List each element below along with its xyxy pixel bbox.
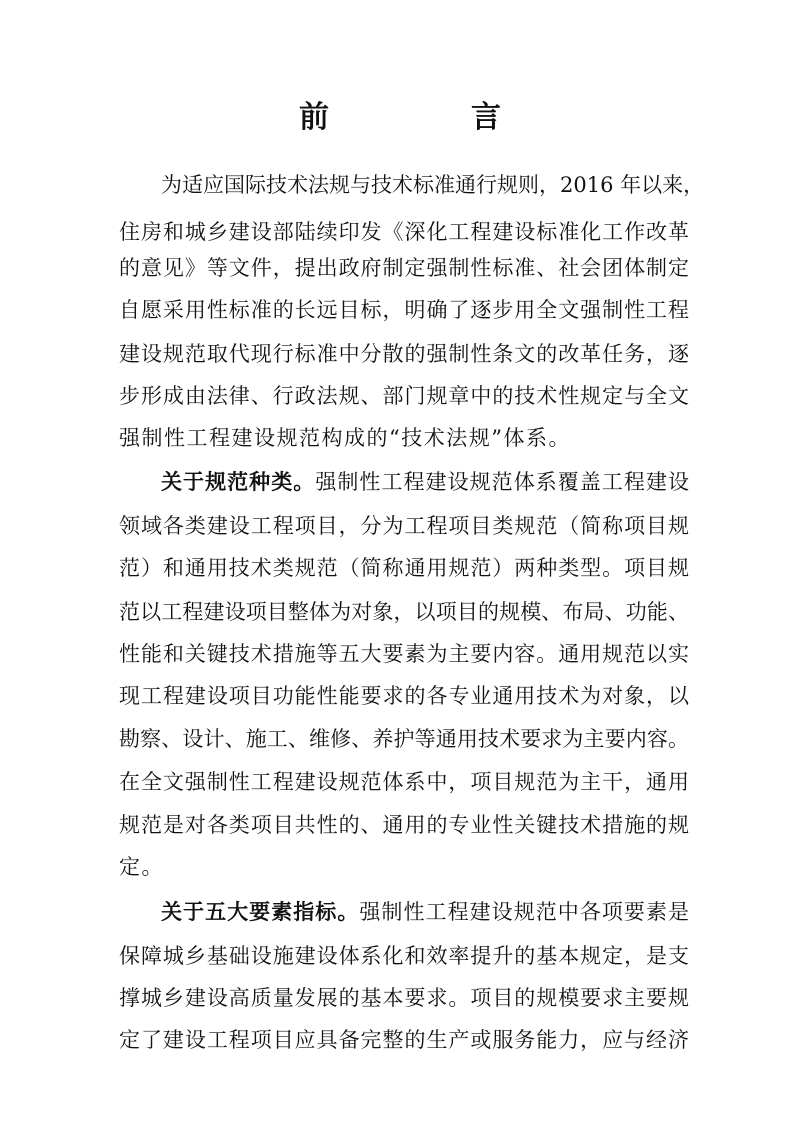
- paragraph-1-line-2: 住房和城乡建设部陆续印发《深化工程建设标准化工作改革: [119, 220, 689, 244]
- paragraph-2-line-3: 范）和通用技术类规范（简称通用规范）两种类型。项目规: [119, 556, 689, 580]
- paragraph-2-line-4: 范以工程建设项目整体为对象，以项目的规模、布局、功能、: [119, 600, 689, 624]
- paragraph-2-line-6: 现工程建设项目功能性能要求的各专业通用技术为对象，以: [119, 684, 689, 708]
- paragraph-2-line-2: 领域各类建设工程项目，分为工程项目类规范（简称项目规: [119, 514, 689, 538]
- paragraph-3-line-2: 保障城乡基础设施建设体系化和效率提升的基本规定，是支: [119, 944, 689, 968]
- paragraph-1-line-1: 为适应国际技术法规与技术标准通行规则，2016 年以来，: [161, 173, 705, 197]
- paragraph-2-line-7: 勘察、设计、施工、维修、养护等通用技术要求为主要内容。: [119, 727, 689, 751]
- paragraph-2-line-10: 定。: [119, 855, 164, 879]
- paragraph-3-line-1: [161, 892, 689, 932]
- paragraph-2-heading: 关于规范种类。: [161, 469, 316, 494]
- paragraph-2-line-9: 规范是对各类项目共性的、通用的专业性关键技术措施的规: [119, 813, 689, 837]
- paragraph-2-line-1: [161, 462, 689, 502]
- paragraph-1-line-4: 自愿采用性标准的长远目标，明确了逐步用全文强制性工程: [119, 298, 689, 322]
- page-title: 前 言: [299, 100, 557, 135]
- paragraph-3-line-3: 撑城乡建设高质量发展的基本要求。项目的规模要求主要规: [119, 986, 689, 1010]
- paragraph-1-line-5: 建设规范取代现行标准中分散的强制性条文的改革任务，逐: [119, 342, 689, 366]
- paragraph-1-line-3: 的意见》等文件，提出政府制定强制性标准、社会团体制定: [119, 256, 689, 280]
- paragraph-3-heading: 关于五大要素指标。: [161, 899, 360, 924]
- paragraph-1-line-6: 步形成由法律、行政法规、部门规章中的技术性规定与全文: [119, 384, 689, 408]
- paragraph-3-line-4: 定了建设工程项目应具备完整的生产或服务能力，应与经济: [119, 1028, 689, 1052]
- paragraph-2-line-5: 性能和关键技术措施等五大要素为主要内容。通用规范以实: [119, 642, 689, 666]
- paragraph-2-line-8: 在全文强制性工程建设规范体系中，项目规范为主干，通用: [119, 770, 689, 794]
- paragraph-3-first-line-text: 强制性工程建设规范中各项要素是: [359, 900, 689, 924]
- paragraph-2-first-line-text: 强制性工程建设规范体系覆盖工程建设: [315, 470, 690, 494]
- paragraph-1-line-7: 强制性工程建设规范构成的“技术法规”体系。: [119, 426, 571, 450]
